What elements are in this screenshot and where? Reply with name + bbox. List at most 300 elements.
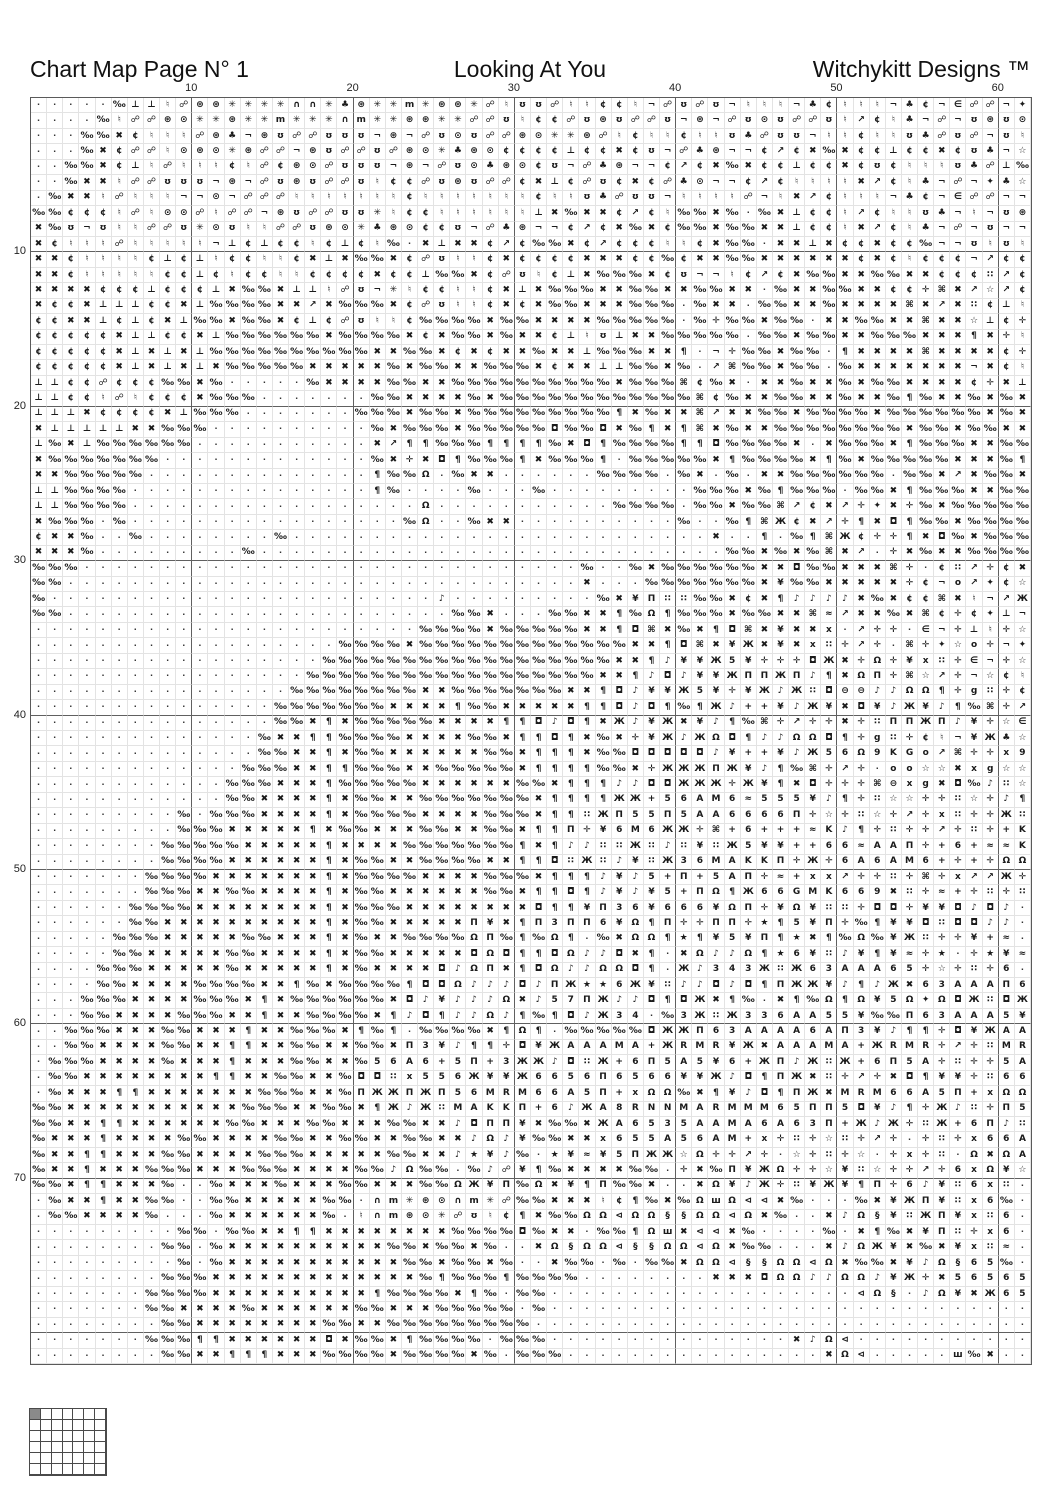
grid-cell: 6 [789, 1117, 805, 1132]
grid-cell: ✖ [434, 916, 450, 931]
grid-cell: ʊ [321, 129, 337, 144]
grid-cell: Ж [805, 1055, 821, 1070]
grid-cell: ¢ [886, 222, 902, 237]
grid-cell: ‰ [79, 129, 95, 144]
grid-cell: ‰ [854, 407, 870, 422]
grid-cell: · [579, 499, 595, 514]
grid-cell: + [612, 1055, 628, 1070]
grid-cell: ✖ [386, 299, 402, 314]
grid-cell: · [96, 870, 112, 885]
grid-cell: ‰ [466, 669, 482, 684]
grid-cell: ♪ [837, 978, 853, 993]
grid-cell: ¢ [966, 268, 982, 283]
grid-cell: ◘ [741, 1071, 757, 1086]
grid-cell: ‰ [628, 422, 644, 437]
grid-cell: ✖ [370, 376, 386, 391]
grid-cell: · [547, 1024, 563, 1039]
grid-cell: Π [902, 1009, 918, 1024]
grid-cell: · [1015, 1210, 1031, 1225]
grid-cell: · [563, 546, 579, 561]
grid-cell: ‰ [160, 1240, 176, 1255]
grid-cell: ✖ [450, 1132, 466, 1147]
grid-cell: Ω [692, 947, 708, 962]
grid-cell: ✖ [854, 561, 870, 576]
grid-cell: ‰ [483, 1225, 499, 1240]
grid-cell: ⊛ [402, 160, 418, 175]
grid-cell: ‰ [725, 561, 741, 576]
grid-cell: · [47, 654, 63, 669]
grid-cell: ¶ [628, 1225, 644, 1240]
grid-cell: · [79, 731, 95, 746]
grid-cell: ‰ [241, 947, 257, 962]
grid-cell: ✖ [386, 932, 402, 947]
grid-cell: ✖ [515, 330, 531, 345]
grid-cell: ♪ [563, 963, 579, 978]
grid-cell: ¢ [289, 252, 305, 267]
grid-cell: ‰ [176, 1240, 192, 1255]
grid-cell: ✖ [870, 283, 886, 298]
grid-cell: ‰ [725, 546, 741, 561]
grid-cell: · [402, 592, 418, 607]
grid-cell: ∷ [563, 855, 579, 870]
grid-cell: ✖ [934, 345, 950, 360]
grid-cell: 6 [757, 808, 773, 823]
grid-cell: ¢ [47, 330, 63, 345]
grid-cell: ✳ [450, 113, 466, 128]
grid-cell: ‰ [289, 1024, 305, 1039]
grid-cell: x [966, 1132, 982, 1147]
grid-cell: ✛ [773, 1179, 789, 1194]
grid-cell: · [225, 731, 241, 746]
grid-cell: Π [402, 1040, 418, 1055]
grid-cell: · [96, 1271, 112, 1286]
grid-cell: · [386, 499, 402, 514]
grid-cell: ♪ [579, 963, 595, 978]
grid-cell: ‰ [805, 546, 821, 561]
grid-cell: · [434, 561, 450, 576]
grid-cell: 3 [708, 963, 724, 978]
grid-cell: ✖ [434, 1225, 450, 1240]
grid-cell: · [63, 1271, 79, 1286]
grid-cell: · [160, 499, 176, 514]
grid-cell: ‰ [176, 1024, 192, 1039]
grid-cell: ♮ [1015, 669, 1031, 684]
grid-cell: ‰ [434, 654, 450, 669]
grid-cell: ¢ [547, 252, 563, 267]
grid-cell: · [79, 685, 95, 700]
grid-cell: · [579, 546, 595, 561]
grid-cell: ‰ [450, 607, 466, 622]
grid-cell: ¬ [708, 175, 724, 190]
grid-cell: ʊ [305, 175, 321, 190]
grid-cell: · [305, 469, 321, 484]
grid-cell: ⊛ [192, 144, 208, 159]
grid-cell: · [96, 932, 112, 947]
grid-cell: A [466, 1102, 482, 1117]
grid-cell: Ω [660, 1086, 676, 1101]
grid-cell: Ω [692, 1148, 708, 1163]
top-axis-tick: 30 [507, 82, 520, 94]
grid-cell: ✖ [273, 839, 289, 854]
grid-cell: ✖ [434, 1256, 450, 1271]
grid-cell: Ж [918, 716, 934, 731]
grid-cell: K [1015, 824, 1031, 839]
grid-cell: ✖ [612, 283, 628, 298]
grid-cell: ⌘ [676, 376, 692, 391]
grid-cell: ♮ [821, 129, 837, 144]
grid-cell: ♮ [499, 191, 515, 206]
grid-cell: ∷ [934, 916, 950, 931]
grid-cell: ‰ [176, 1225, 192, 1240]
grid-cell: ✖ [515, 700, 531, 715]
grid-cell: ✖ [225, 1210, 241, 1225]
grid-cell: ✖ [950, 314, 966, 329]
grid-cell: ✖ [112, 1102, 128, 1117]
grid-cell: · [208, 577, 224, 592]
grid-cell: ‰ [386, 1240, 402, 1255]
grid-cell: ↗ [999, 268, 1015, 283]
grid-cell: A [563, 1040, 579, 1055]
grid-cell: ʊ [96, 222, 112, 237]
grid-cell: ⊥ [128, 330, 144, 345]
grid-cell: ¢ [450, 345, 466, 360]
grid-cell: ✖ [273, 1333, 289, 1348]
grid-cell: ⊥ [160, 345, 176, 360]
grid-cell: · [257, 422, 273, 437]
grid-cell: · [837, 1302, 853, 1317]
grid-cell: · [225, 515, 241, 530]
grid-cell: Ж [515, 1071, 531, 1086]
grid-cell: ♪ [547, 716, 563, 731]
grid-cell: Ж [466, 1071, 482, 1086]
grid-cell: ⊛ [386, 129, 402, 144]
grid-cell: ✖ [176, 993, 192, 1008]
grid-cell: ¥ [886, 1210, 902, 1225]
grid-cell: ♮ [96, 391, 112, 406]
grid-cell: ♪ [805, 669, 821, 684]
grid-cell: ✖ [402, 1225, 418, 1240]
designer-title: Witchykitt Designs ™ [812, 56, 1030, 82]
grid-cell: · [547, 530, 563, 545]
grid-cell: ✖ [305, 1071, 321, 1086]
grid-cell: ✖ [273, 283, 289, 298]
grid-cell: ¥ [966, 716, 982, 731]
grid-cell: ♮ [208, 252, 224, 267]
grid-cell: · [225, 577, 241, 592]
grid-cell: ★ [983, 947, 999, 962]
grid-cell: · [79, 932, 95, 947]
grid-cell: ʊ [999, 129, 1015, 144]
grid-cell: ✖ [112, 1179, 128, 1194]
grid-cell: ∷ [676, 839, 692, 854]
grid-cell: · [225, 561, 241, 576]
grid-cell: ‰ [176, 1163, 192, 1178]
grid-cell: · [837, 1287, 853, 1302]
grid-cell: ‰ [644, 577, 660, 592]
grid-cell: · [305, 638, 321, 653]
grid-cell: ¶ [725, 885, 741, 900]
grid-cell: ✖ [676, 1225, 692, 1240]
grid-cell: ✛ [886, 623, 902, 638]
grid-cell: ✖ [112, 1009, 128, 1024]
grid-cell: ‰ [354, 716, 370, 731]
grid-cell: ✖ [402, 885, 418, 900]
grid-cell: ♮ [144, 160, 160, 175]
grid-cell: · [63, 746, 79, 761]
grid-cell: · [273, 607, 289, 622]
grid-cell: ʊ [870, 160, 886, 175]
grid-cell: · [47, 947, 63, 962]
grid-cell: ✖ [289, 793, 305, 808]
grid-cell: ✖ [676, 947, 692, 962]
grid-cell: ✛ [1015, 345, 1031, 360]
grid-cell: · [144, 530, 160, 545]
grid-cell: · [354, 515, 370, 530]
grid-cell: ♪ [563, 1102, 579, 1117]
grid-cell: ‰ [354, 1163, 370, 1178]
grid-cell: ⊛ [1015, 206, 1031, 221]
grid-cell: ☍ [596, 129, 612, 144]
grid-cell: ✖ [257, 1071, 273, 1086]
grid-cell: ¶ [241, 1024, 257, 1039]
grid-cell: ‰ [241, 299, 257, 314]
grid-cell: 5 [934, 1086, 950, 1101]
grid-cell: Ω [596, 1240, 612, 1255]
grid-cell: ‰ [450, 685, 466, 700]
grid-cell: · [805, 1302, 821, 1317]
grid-cell: ✖ [337, 1302, 353, 1317]
grid-cell: ✖ [789, 283, 805, 298]
grid-cell: A [999, 1024, 1015, 1039]
grid-cell: g [983, 762, 999, 777]
grid-cell: ✖ [370, 824, 386, 839]
grid-cell: · [999, 1302, 1015, 1317]
grid-cell: ✖ [386, 855, 402, 870]
grid-cell: Ж [676, 824, 692, 839]
grid-cell: ‰ [466, 422, 482, 437]
grid-cell: + [725, 824, 741, 839]
grid-cell: ‰ [257, 283, 273, 298]
grid-cell: · [79, 654, 95, 669]
grid-cell: ¶ [596, 793, 612, 808]
grid-cell: ◘ [886, 515, 902, 530]
grid-cell: ✖ [257, 1271, 273, 1286]
grid-cell: ¢ [821, 191, 837, 206]
grid-cell: ‰ [337, 638, 353, 653]
grid-cell: 6 [854, 885, 870, 900]
grid-cell: ¬ [999, 222, 1015, 237]
grid-cell: · [47, 963, 63, 978]
grid-cell: ‰ [241, 1102, 257, 1117]
grid-cell: ✖ [466, 746, 482, 761]
grid-cell: ♪ [886, 1102, 902, 1117]
grid-cell: ¶ [612, 623, 628, 638]
grid-cell: ✖ [305, 901, 321, 916]
grid-cell: ⊲ [708, 1225, 724, 1240]
grid-cell: ✖ [144, 1102, 160, 1117]
grid-cell: · [418, 546, 434, 561]
grid-cell: + [483, 1055, 499, 1070]
grid-cell: ʊ [741, 113, 757, 128]
grid-cell: Ω [789, 1256, 805, 1271]
grid-cell: · [450, 1163, 466, 1178]
grid-cell: ✖ [902, 345, 918, 360]
grid-cell: ☍ [418, 252, 434, 267]
grid-cell: ¢ [950, 144, 966, 159]
grid-cell: ‰ [305, 330, 321, 345]
grid-cell: ‰ [402, 685, 418, 700]
grid-cell: ♪ [886, 685, 902, 700]
grid-cell: ★ [757, 916, 773, 931]
grid-cell: ☆ [1015, 1163, 1031, 1178]
grid-cell: · [660, 1302, 676, 1317]
grid-cell: ¶ [96, 1117, 112, 1132]
grid-cell: ¢ [902, 144, 918, 159]
grid-cell: ‰ [225, 963, 241, 978]
grid-cell: Ω [692, 1210, 708, 1225]
grid-cell: ¢ [515, 299, 531, 314]
grid-cell: ¶ [531, 746, 547, 761]
grid-cell: ☆ [1015, 623, 1031, 638]
grid-cell: ⌘ [918, 870, 934, 885]
grid-cell: ✖ [741, 283, 757, 298]
grid-cell: · [31, 1240, 47, 1255]
grid-cell: ‰ [289, 1148, 305, 1163]
grid-cell: ✖ [450, 237, 466, 252]
grid-cell: · [112, 1225, 128, 1240]
grid-cell: ‰ [515, 623, 531, 638]
grid-cell: ✖ [547, 1194, 563, 1209]
grid-cell: ★ [773, 947, 789, 962]
grid-cell: ‰ [805, 268, 821, 283]
grid-cell: ✖ [79, 283, 95, 298]
grid-cell: ★ [579, 978, 595, 993]
grid-cell: ✖ [434, 1117, 450, 1132]
grid-cell: ‰ [321, 1318, 337, 1333]
grid-cell: · [112, 1318, 128, 1333]
grid-cell: · [79, 669, 95, 684]
grid-cell: M [708, 793, 724, 808]
grid-cell: ‰ [708, 499, 724, 514]
grid-cell: ‰ [644, 1256, 660, 1271]
grid-cell: Ж [660, 716, 676, 731]
grid-cell: ✖ [273, 793, 289, 808]
grid-cell: ¶ [725, 453, 741, 468]
grid-cell: · [176, 1210, 192, 1225]
grid-cell: ✖ [821, 1086, 837, 1101]
grid-cell: ‰ [805, 345, 821, 360]
grid-cell: ✖ [789, 407, 805, 422]
grid-cell: 6 [1015, 1071, 1031, 1086]
grid-cell: · [305, 515, 321, 530]
grid-cell: ʊ [466, 129, 482, 144]
grid-cell: ‰ [128, 453, 144, 468]
grid-cell: ¶ [225, 1040, 241, 1055]
grid-cell: + [950, 885, 966, 900]
grid-cell: ‰ [676, 360, 692, 375]
grid-cell: ¢ [547, 360, 563, 375]
grid-cell: ʊ [273, 175, 289, 190]
grid-cell: x [934, 808, 950, 823]
grid-cell: ↗ [837, 607, 853, 622]
grid-cell: ¶ [579, 885, 595, 900]
grid-cell: ‰ [63, 515, 79, 530]
grid-cell: ¶ [918, 1071, 934, 1086]
grid-cell: ✖ [192, 963, 208, 978]
grid-cell: · [192, 1179, 208, 1194]
grid-cell: ✖ [579, 206, 595, 221]
grid-cell: ‰ [418, 638, 434, 653]
grid-cell: ✖ [402, 916, 418, 931]
grid-cell: ⊥ [192, 299, 208, 314]
grid-cell: ◘ [789, 561, 805, 576]
grid-cell: ¶ [1015, 453, 1031, 468]
grid-cell: · [676, 1179, 692, 1194]
grid-cell: ‰ [886, 1225, 902, 1240]
grid-cell: ¶ [660, 638, 676, 653]
grid-cell: · [563, 530, 579, 545]
grid-cell: ⊥ [434, 237, 450, 252]
grid-cell: ‰ [418, 716, 434, 731]
grid-cell: ʊ [370, 144, 386, 159]
grid-cell: · [31, 978, 47, 993]
grid-cell: ‰ [418, 1256, 434, 1271]
grid-cell: Π [596, 1086, 612, 1101]
grid-cell: · [596, 1287, 612, 1302]
grid-cell: ♪ [773, 731, 789, 746]
grid-cell: ‰ [434, 669, 450, 684]
grid-cell: ¥ [950, 1210, 966, 1225]
grid-cell: · [208, 654, 224, 669]
grid-cell: ✖ [386, 700, 402, 715]
grid-cell: K [1015, 839, 1031, 854]
grid-cell: ✛ [999, 700, 1015, 715]
grid-cell: ‰ [466, 623, 482, 638]
grid-cell: · [289, 391, 305, 406]
grid-cell: ‰ [305, 345, 321, 360]
grid-cell: ‰ [612, 345, 628, 360]
grid-cell: ♪ [966, 901, 982, 916]
grid-cell: ‰ [515, 360, 531, 375]
grid-cell: ¥ [870, 993, 886, 1008]
grid-cell: ‰ [386, 391, 402, 406]
grid-cell: ¢ [79, 206, 95, 221]
grid-cell: ✖ [466, 345, 482, 360]
grid-cell: · [192, 546, 208, 561]
grid-cell: ✖ [144, 993, 160, 1008]
grid-cell: · [402, 530, 418, 545]
grid-cell: ‰ [837, 422, 853, 437]
grid-cell: ⊙ [305, 160, 321, 175]
grid-cell: · [128, 1225, 144, 1240]
grid-cell: 6 [676, 793, 692, 808]
grid-cell: ✖ [273, 932, 289, 947]
grid-cell: Π [483, 932, 499, 947]
grid-cell: · [821, 345, 837, 360]
grid-cell: ‰ [257, 299, 273, 314]
grid-cell: ⊥ [225, 237, 241, 252]
grid-cell: 6 [708, 1024, 724, 1039]
grid-cell: · [31, 839, 47, 854]
grid-cell: ¢ [934, 268, 950, 283]
grid-cell: ✖ [370, 360, 386, 375]
grid-cell: ‰ [918, 515, 934, 530]
grid-cell: ↗ [918, 1163, 934, 1178]
grid-cell: Π [789, 808, 805, 823]
grid-cell: ⊙ [434, 1194, 450, 1209]
grid-cell: ✖ [466, 808, 482, 823]
grid-cell: · [79, 561, 95, 576]
